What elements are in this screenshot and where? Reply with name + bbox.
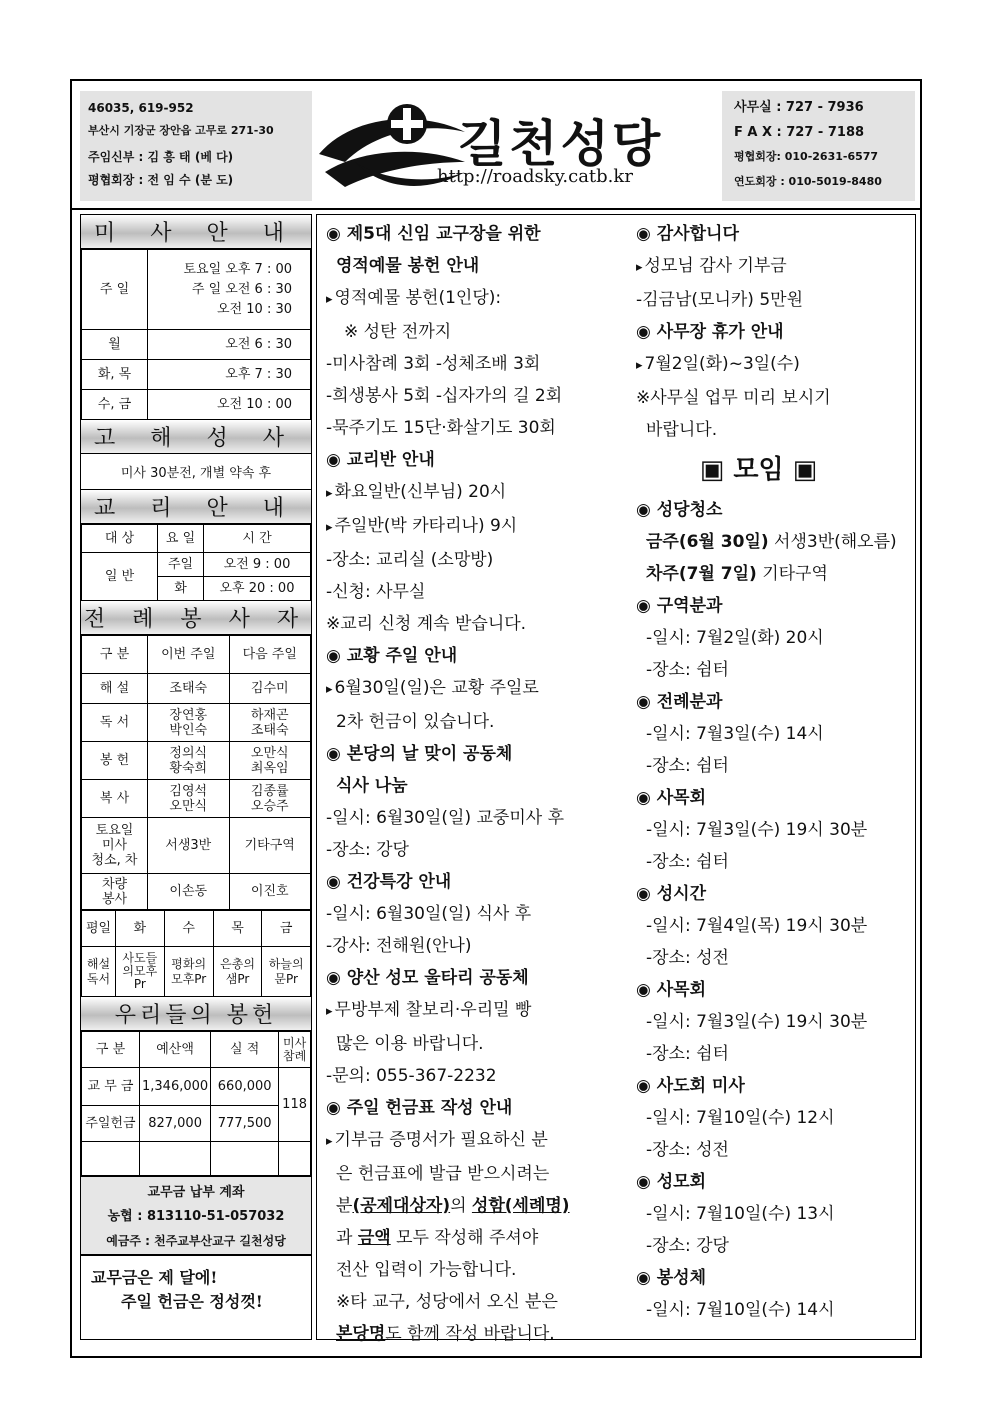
pastor: 주임신부 : 김 흥 태 (베 다) (88, 150, 234, 164)
list-item: -장소: 쉼터 (646, 852, 729, 872)
this-week: 조태숙 (148, 674, 230, 704)
list-item (326, 1190, 631, 1222)
account-title: 교무금 납부 계좌 (147, 1185, 245, 1200)
text-span: 도 함께 작성 바랍니다. (385, 1324, 555, 1344)
list-item: -장소: 성전 (646, 1140, 729, 1160)
offering-budget: 827,000 (140, 1106, 211, 1142)
list-item (326, 1222, 631, 1254)
section-title: ◉ 구역분과 (636, 596, 723, 616)
offering-title: 우리들의 봉헌 (81, 997, 311, 1031)
address: 부산시 기장군 장안읍 고무로 271-30 (88, 123, 274, 137)
list-item: -장소: 교리실 (소망방) (326, 550, 494, 570)
offering-table (81, 1031, 311, 1176)
slogan-line-1: 교무금은 제 달에! (91, 1268, 218, 1287)
website-link[interactable]: http://roadsky.catb.kr (437, 166, 633, 187)
role: 해 설 (82, 674, 148, 704)
text-span: 금액 (357, 1228, 391, 1248)
weekday-value: 은총의 샘Pr (213, 947, 262, 997)
confession-note: 미사 30분전, 개별 약속 후 (81, 454, 311, 490)
account-holder: 예금주 : 천주교부산교구 길천성당 (106, 1234, 286, 1248)
role: 독 서 (82, 704, 148, 742)
text-span: 의 (450, 1196, 472, 1216)
offering-actual: 660,000 (211, 1068, 279, 1106)
account-number: 농협 : 813110-51-057032 (107, 1209, 285, 1224)
next-week: 김수미 (229, 674, 311, 704)
liturgy-table (81, 635, 311, 910)
section-title: ◉ 전례분과 (636, 692, 723, 712)
section-title: ◉ 사목회 (636, 980, 707, 1000)
text-span: 모두 작성해 주셔야 (390, 1228, 539, 1248)
weekday-value: 하늘의 문Pr (262, 947, 311, 997)
empty-cell (82, 1142, 140, 1176)
mass-day: 월 (82, 330, 148, 360)
catechism-target: 일 반 (82, 553, 158, 601)
col-header: 구 분 (82, 1032, 140, 1068)
section-title: ◉ 제5대 신임 교구장을 위한 (326, 224, 541, 244)
list-item: -일시: 6월30일(일) 교중미사 후 (326, 808, 565, 828)
list-item: ▸ 7월2일(화)~3일(수) (636, 348, 911, 382)
catechism-day: 주일 (158, 553, 204, 577)
postal-code: 46035, 619-952 (88, 101, 194, 115)
list-item: -묵주기도 15단·화살기도 30회 (326, 418, 556, 438)
empty-cell (140, 1142, 211, 1176)
col-header: 이번 주일 (148, 636, 230, 674)
list-item: ※사무실 업무 미리 보시기 (636, 388, 831, 408)
text-span: 과 (336, 1228, 358, 1248)
role: 복 사 (82, 780, 148, 818)
sunday-time-2: 오전 10 : 30 (217, 301, 292, 317)
list-item: 바랍니다. (646, 420, 718, 440)
meetings-heading: ▣ 모임 ▣ (699, 455, 818, 485)
list-item: -장소: 쉼터 (646, 756, 729, 776)
text-span: 금주(6월 30일) (646, 532, 769, 552)
text-span: (공제대상자) (352, 1196, 451, 1216)
col-header: 요 일 (158, 525, 204, 553)
news-column-right (636, 218, 911, 1326)
list-item: -희생봉사 5회 -십자가의 길 2회 (326, 386, 563, 406)
mass-day: 화, 목 (82, 360, 148, 390)
liturgy-title: 전 례 봉 사 자 (81, 601, 311, 635)
section-title: ◉ 건강특강 안내 (326, 872, 452, 892)
role: 봉 헌 (82, 742, 148, 780)
section-title: ◉ 성당청소 (636, 500, 723, 520)
weekday-value: 사도들 의모후 Pr (116, 947, 165, 997)
list-item: -일시: 7월3일(수) 19시 30분 (646, 820, 868, 840)
offering-actual: 777,500 (211, 1106, 279, 1142)
col-header: 화 (116, 911, 165, 947)
list-item: -김금남(모니카) 5만원 (636, 290, 803, 310)
col-header: 미사 참례 (279, 1032, 311, 1068)
slogan-line-2: 주일 헌금은 정성껏! (121, 1292, 263, 1311)
list-item: 많은 이용 바랍니다. (336, 1034, 484, 1054)
header-divider (70, 208, 922, 210)
section-title: ◉ 양산 성모 울타리 공동체 (326, 968, 529, 988)
list-item: ※타 교구, 성당에서 오신 분은 (336, 1292, 558, 1312)
col-header: 예산액 (140, 1032, 211, 1068)
mass-time: 오전 10 : 00 (148, 390, 311, 420)
list-item: -일시: 7월10일(수) 13시 (646, 1204, 835, 1224)
this-week: 이손동 (148, 874, 230, 910)
text-span: 본당명 (336, 1324, 386, 1344)
confession-title: 고 해 성 사 (81, 420, 311, 454)
list-item: -일시: 7월3일(수) 19시 30분 (646, 1012, 868, 1032)
catechism-time: 오전 9 : 00 (204, 553, 311, 577)
list-item: -일시: 6월30일(일) 식사 후 (326, 904, 532, 924)
next-week: 기타구역 (229, 818, 311, 874)
text-span: 서생3반(해오름) (768, 532, 897, 552)
list-item: -미사참례 3회 -성체조배 3회 (326, 354, 541, 374)
catechism-day: 화 (158, 577, 204, 601)
section-title: ◉ 교황 주일 안내 (326, 646, 458, 666)
next-week: 하재곤 조태숙 (229, 704, 311, 742)
section-title: 영적예물 봉헌 안내 (336, 256, 480, 276)
this-week: 김영석 오만식 (148, 780, 230, 818)
church-name: 길천성당 (458, 115, 664, 173)
offering-label: 교 무 금 (82, 1068, 140, 1106)
this-week: 정의식 황숙희 (148, 742, 230, 780)
sunday-label: 주 일 (82, 250, 148, 330)
list-item: -일시: 7월3일(수) 14시 (646, 724, 824, 744)
list-item: -장소: 쉼터 (646, 660, 729, 680)
mass-table (81, 249, 311, 420)
next-week: 이진호 (229, 874, 311, 910)
next-week: 오만식 최옥임 (229, 742, 311, 780)
slogan (81, 1254, 311, 1320)
next-week: 김종률 오승주 (229, 780, 311, 818)
text-span: 성함(세례명) (471, 1196, 570, 1216)
col-header: 시 간 (204, 525, 311, 553)
council-phone: 평협회장: 010-2631-6577 (734, 150, 879, 163)
list-item: -일시: 7월2일(화) 20시 (646, 628, 824, 648)
list-item: 전산 입력이 가능합니다. (336, 1260, 517, 1280)
section-title: ◉ 성시간 (636, 884, 707, 904)
mass-time: 오전 6 : 30 (148, 330, 311, 360)
list-item: -장소: 쉼터 (646, 1044, 729, 1064)
col-header: 목 (213, 911, 262, 947)
sunday-times (148, 250, 311, 330)
sunday-time-1: 주 일 오전 6 : 30 (191, 281, 292, 297)
col-header: 수 (164, 911, 213, 947)
weekday-role: 해설 독서 (82, 947, 116, 997)
list-item: ▸ 성모님 감사 기부금 (636, 250, 911, 284)
list-item: ▸ 주일반(박 카타리나) 9시 (326, 510, 631, 544)
list-item: ▸ 기부금 증명서가 필요하신 분 (326, 1124, 631, 1158)
list-item: -일시: 7월10일(수) 14시 (646, 1300, 835, 1320)
section-title: ◉ 감사합니다 (636, 224, 739, 244)
list-item: -장소: 성전 (646, 948, 729, 968)
list-item (636, 526, 911, 558)
section-title: ◉ 봉성체 (636, 1268, 707, 1288)
list-item: ▸ 영적예물 봉헌(1인당): (326, 282, 631, 316)
section-title: ◉ 교리반 안내 (326, 450, 435, 470)
list-item (326, 1318, 631, 1350)
news-column-middle (326, 218, 631, 1350)
mass-time: 오후 7 : 30 (148, 360, 311, 390)
section-title: ◉ 사무장 휴가 안내 (636, 322, 784, 342)
list-item: -신청: 사무실 (326, 582, 426, 602)
list-item: ▸ 화요일반(신부님) 20시 (326, 476, 631, 510)
text-span: 분 (336, 1196, 353, 1216)
col-header: 구 분 (82, 636, 148, 674)
role: 차량 봉사 (82, 874, 148, 910)
union-phone: 연도회장 : 010-5019-8480 (734, 174, 882, 188)
attendance-count: 118 (279, 1068, 311, 1142)
list-item: -일시: 7월4일(목) 19시 30분 (646, 916, 868, 936)
weekday-value: 평화의 모후Pr (164, 947, 213, 997)
empty-cell (211, 1142, 279, 1176)
role: 토요일 미사 청소, 차 (82, 818, 148, 874)
catechism-table (81, 524, 311, 601)
left-sidebar (80, 214, 312, 1340)
mass-day: 수, 금 (82, 390, 148, 420)
this-week: 서생3반 (148, 818, 230, 874)
section-title: ◉ 주일 헌금표 작성 안내 (326, 1098, 513, 1118)
section-title: ◉ 사목회 (636, 788, 707, 808)
header-info-left (80, 91, 312, 201)
list-item: -장소: 강당 (646, 1236, 729, 1256)
council-chair: 평협회장 : 전 임 수 (분 도) (88, 172, 234, 187)
list-item: ▸ 무방부제 찰보리·우리밀 빵 (326, 994, 631, 1028)
list-item: -일시: 7월10일(수) 12시 (646, 1108, 835, 1128)
text-span: 기타구역 (756, 564, 828, 584)
saturday-time: 토요일 오후 7 : 00 (183, 261, 292, 277)
catechism-title: 교 리 안 내 (81, 490, 311, 524)
offering-label: 주일헌금 (82, 1106, 140, 1142)
fax-number: F A X : 727 - 7188 (734, 124, 865, 140)
account-box (81, 1176, 311, 1254)
list-item: -강사: 전해원(안나) (326, 936, 472, 956)
list-item (636, 558, 911, 590)
list-item: -문의: 055-367-2232 (326, 1066, 497, 1086)
col-header: 실 적 (211, 1032, 279, 1068)
col-header: 금 (262, 911, 311, 947)
list-item: ※ 성탄 전까지 (344, 322, 452, 342)
section-title: ◉ 본당의 날 맞이 공동체 (326, 744, 513, 764)
offering-budget: 1,346,000 (140, 1068, 211, 1106)
empty-cell (279, 1142, 311, 1176)
weekday-table (81, 910, 311, 997)
text-span: 차주(7월 7일) (646, 564, 757, 584)
col-header: 평일 (82, 911, 116, 947)
this-week: 장연홍 박인숙 (148, 704, 230, 742)
list-item: ▸ 6월30일(일)은 교황 주일로 (326, 672, 631, 706)
list-item: 은 헌금표에 발급 받으시려는 (336, 1164, 550, 1184)
office-phone: 사무실 : 727 - 7936 (734, 100, 864, 115)
catechism-time: 오후 20 : 00 (204, 577, 311, 601)
section-title: ◉ 성모회 (636, 1172, 707, 1192)
section-title: ◉ 사도회 미사 (636, 1076, 745, 1096)
list-item: 2차 헌금이 있습니다. (336, 712, 495, 732)
header-info-right (722, 91, 915, 201)
mass-title: 미 사 안 내 (81, 215, 311, 249)
list-item: ※교리 신청 계속 받습니다. (326, 614, 527, 634)
list-item: -장소: 강당 (326, 840, 409, 860)
section-title: 식사 나눔 (336, 776, 408, 796)
col-header: 대 상 (82, 525, 158, 553)
col-header: 다음 주일 (229, 636, 311, 674)
